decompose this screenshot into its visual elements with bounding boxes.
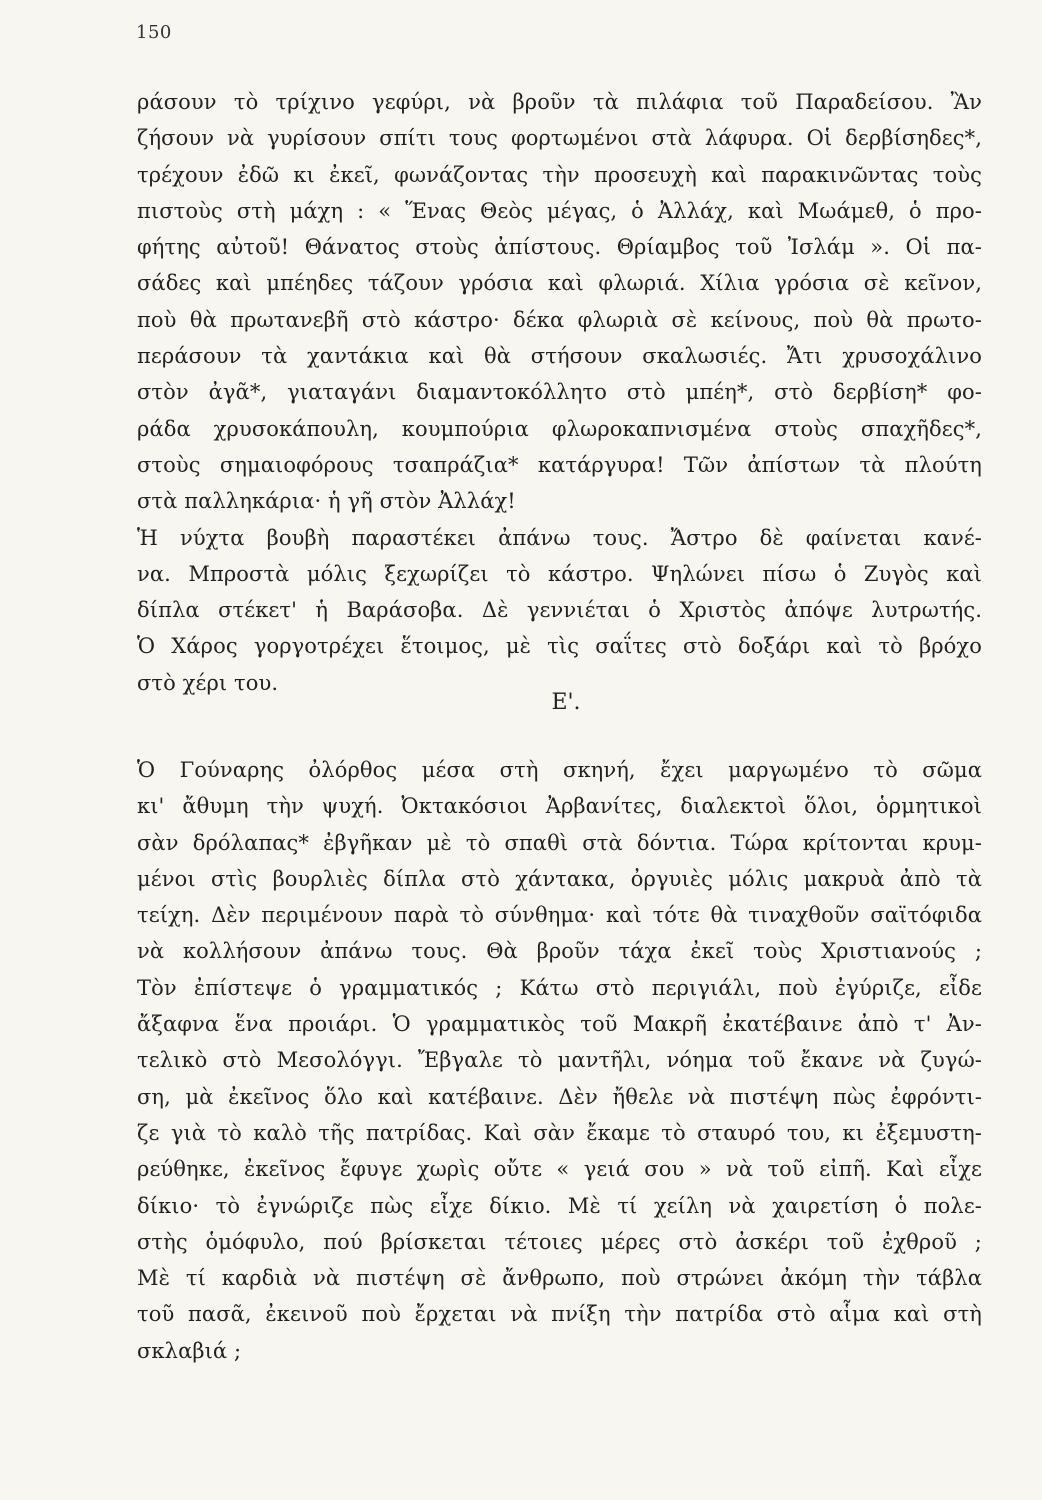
text-line: ράδα χρυσοκάπουλη, κουμπούρια φλωροκαπνισμένα στοὺς σπαχῆδες*, [137, 416, 982, 441]
text-line: Τὸν ἐπίστεψε ὁ γραμματικός ; Κάτω στὸ περιγιάλι, ποὺ ἐγύριζε, εἶδε [137, 975, 982, 1000]
text-line: Ἡ νύχτα βουβὴ παραστέκει ἀπάνω τους. Ἄστρο δὲ φαίνεται κανέ- [137, 525, 982, 550]
text-line: σάδες καὶ μπέηδες τάζουν γρόσια καὶ φλωριά. Χίλια γρόσια σὲ κεῖνον, [137, 271, 982, 296]
text-line: νὰ κολλήσουν ἀπάνω τους. Θὰ βροῦν τάχα ἐκεῖ τοὺς Χριστιανούς ; [137, 939, 982, 964]
section-heading-label: Ε'. [551, 690, 581, 715]
text-line: ζήσουν νὰ γυρίσουν σπίτι τους φορτωμένοι στὰ λάφυρα. Οἱ δερβίσηδες*, [137, 126, 982, 151]
text-line: στὰ παλληκάρια· ἡ γῆ στὸν Ἀλλάχ! [137, 489, 516, 514]
text-line: να. Μπροστὰ μόλις ξεχωρίζει τὸ κάστρο. Ψηλώνει πίσω ὁ Ζυγὸς καὶ [137, 561, 982, 586]
text-line: τοῦ πασᾶ, ἐκεινοῦ ποὺ ἔρχεται νὰ πνίξη τὴν πατρίδα στὸ αἷμα καὶ στὴ [137, 1302, 982, 1327]
text-line: τελικὸ στὸ Μεσολόγγι. Ἔβγαλε τὸ μαντῆλι, νόημα τοῦ ἔκανε νὰ ζυγώ- [137, 1048, 982, 1073]
text-line: ράσουν τὸ τρίχινο γεφύρι, νὰ βροῦν τὰ πιλάφια τοῦ Παραδείσου. Ἂν [137, 90, 982, 114]
text-line: περάσουν τὰ χαντάκια καὶ θὰ στήσουν σκαλωσιές. Ἄτι χρυσοχάλινο [137, 344, 982, 369]
text-block-top [137, 84, 982, 701]
text-line: δίπλα στέκετ' ἡ Βαράσοβα. Δὲ γεννιέται ὁ Χριστὸς ἀπόψε λυτρωτής. [137, 598, 982, 623]
text-line: Μὲ τί καρδιὰ νὰ πιστέψη σὲ ἄνθρωπο, ποὺ στρώνει ἀκόμη τὴν τάβλα [137, 1266, 982, 1291]
text-line: κι' ἄθυμη τὴν ψυχή. Ὀκτακόσιοι Ἀρβανίτες, διαλεκτοὶ ὅλοι, ὁρμητικοὶ [137, 794, 982, 819]
text-line: ἄξαφνα ἕνα προιάρι. Ὁ γραμματικὸς τοῦ Μακρῆ ἐκατέβαινε ἀπὸ τ' Ἀν- [137, 1012, 982, 1037]
text-line: δίκιο· τὸ ἐγνώριζε πὼς εἶχε δίκιο. Μὲ τί χείλη νὰ χαιρετίση ὁ πολε- [137, 1193, 982, 1218]
text-line: στοὺς σημαιοφόρους τσαπράζια* κατάργυρα! Τῶν ἀπίστων τὰ πλούτη [137, 452, 982, 477]
paragraph-1 [137, 84, 982, 520]
text-line: ρεύθηκε, ἐκεῖνος ἔφυγε χωρὶς οὔτε « γειά σου » νὰ τοῦ εἰπῆ. Καὶ εἶχε [137, 1157, 982, 1182]
paragraph-3 [137, 752, 982, 1369]
text-line: τρέχουν ἐδῶ κι ἐκεῖ, φωνάζοντας τὴν προσευχὴ καὶ παρακινῶντας τοὺς [137, 162, 982, 187]
section-heading [0, 690, 1042, 715]
text-line: σὰν δρόλαπας* ἐβγῆκαν μὲ τὸ σπαθὶ στὰ δόντια. Τώρα κρίτονται κρυμ- [137, 830, 982, 855]
text-line: Ὁ Χάρος γοργοτρέχει ἕτοιμος, μὲ τὶς σαΐτες στὸ δοξάρι καὶ τὸ βρόχο [137, 634, 982, 659]
text-line: Ὁ Γούναρης ὀλόρθος μέσα στὴ σκηνή, ἔχει μαργωμένο τὸ σῶμα [137, 758, 982, 782]
text-line: στὸ χέρι του. [137, 670, 279, 695]
text-line: σκλαβιά ; [137, 1338, 242, 1363]
text-block-bottom [137, 752, 982, 1369]
paragraph-2 [137, 520, 982, 701]
text-line: φήτης αὐτοῦ! Θάνατος στοὺς ἀπίστους. Θρίαμβος τοῦ Ἰσλάμ ». Οἱ πα- [137, 235, 982, 260]
text-line: ποὺ θὰ πρωτανεβῆ στὸ κάστρο· δέκα φλωριὰ σὲ κείνους, ποὺ θὰ πρωτο- [137, 307, 982, 332]
text-line: τείχη. Δὲν περιμένουν παρὰ τὸ σύνθημα· καὶ τότε θὰ τιναχθοῦν σαϊτόφιδα [137, 903, 982, 928]
text-line: στὴς ὁμόφυλο, πού βρίσκεται τέτοιες μέρες στὸ ἀσκέρι τοῦ ἐχθροῦ ; [137, 1229, 982, 1254]
text-line: ση, μὰ ἐκεῖνος ὅλο καὶ κατέβαινε. Δὲν ἤθελε νὰ πιστέψη πὼς ἐφρόντι- [137, 1084, 982, 1109]
text-line: πιστοὺς στὴ μάχη : « Ἕνας Θεὸς μέγας, ὁ Ἀλλάχ, καὶ Μωάμεθ, ὁ προ- [137, 198, 982, 223]
page-number: 150 [136, 22, 172, 43]
text-line: μένοι στὶς βουρλιὲς δίπλα στὸ χάντακα, ὀργυιὲς μόλις μακρυὰ ἀπὸ τὰ [137, 866, 982, 891]
text-line: στὸν ἀγᾶ*, γιαταγάνι διαμαντοκόλλητο στὸ μπέη*, στὸ δερβίση* φο- [137, 380, 982, 405]
text-line: ζε γιὰ τὸ καλὸ τῆς πατρίδας. Καὶ σὰν ἔκαμε τὸ σταυρό του, κι ἐξεμυστη- [137, 1120, 982, 1145]
